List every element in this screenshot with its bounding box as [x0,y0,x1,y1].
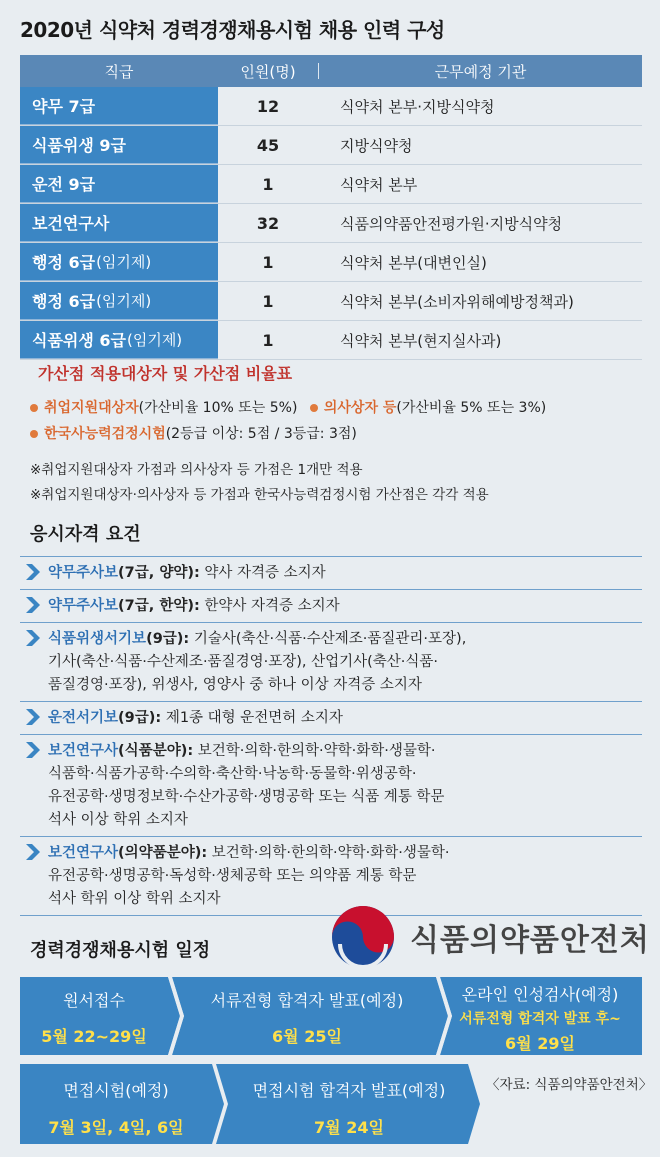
cell-count: 1 [262,330,274,350]
step-4-label: 면접시험(예정) [63,1081,169,1100]
qual-line: 보건학·의학·한의학·약학·화학·생물학· [197,743,436,759]
table-row [20,282,642,321]
qual-line: 한약사 자격증 소지자 [204,598,340,614]
step-3-sub: 서류전형 합격자 발표 후~ [459,1011,621,1027]
schedule-title: 경력경쟁채용시험 일정 [30,940,211,961]
table-row [20,204,642,243]
cell-grade [20,243,218,281]
qual-list [20,556,642,916]
cell-org: 식약처 본부 [340,175,418,194]
bullet-dot-icon [310,404,318,412]
qual-label: 운전서기보 [48,710,119,726]
table-header [20,55,642,87]
step-2-label: 서류전형 합격자 발표(예정) [210,991,404,1010]
qual-paren: (7급, 한약): [118,598,200,614]
qual-line: 식품학·식품가공학·수의학·축산학·낙농학·동물학·위생공학· [48,766,417,782]
grade-text: 약무 7급 [32,97,96,116]
bullet-dot-icon [30,404,38,412]
header-count: 인원(명) [240,62,296,81]
qual-line: 품질경영·포장), 위생사, 영양사 중 하나 이상 자격증 소지자 [48,677,422,693]
qual-label: 약무주사보 [48,565,119,581]
qual-paren: (7급, 양약): [118,565,200,581]
step-4 [20,1078,212,1138]
bonus-item2-text: (가산비율 5% 또는 3%) [396,400,547,416]
qual-label: 식품위생서기보 [48,631,147,647]
cell-grade [20,165,218,203]
cell-grade [20,87,218,125]
cell-grade [20,282,218,320]
chevron-right-icon [26,742,40,758]
step-4-date: 7월 3일, 4일, 6일 [48,1118,184,1137]
chevron-right-icon [26,709,40,725]
qual-label: 보건연구사 [48,743,119,759]
chevron-right-icon [26,844,40,860]
bonus-note-2: ※취업지원대상자·의사상자 등 가점과 한국사능력검정시험 가산점은 각각 적용 [30,487,489,503]
bonus-item3-text: (2등급 이상: 5점 / 3등급: 3점) [165,426,357,442]
table-row [20,165,642,204]
table-row [20,87,642,126]
grade-text: 식품위생 9급 [32,136,126,155]
table-row [20,126,642,165]
grade-text: 운전 9급 [32,175,96,194]
qual-line: 기술사(축산·식품·수산제조·품질관리·포장), [193,631,467,647]
table-row [20,243,642,282]
cell-grade [20,204,218,242]
qual-paren: (식품분야): [118,743,194,759]
qual-line: 유전공학·생명정보학·수산가공학·생명공학 또는 식품 계통 학문 [48,789,445,805]
bonus-item2-label: 의사상자 등 [323,400,397,416]
cell-count: 45 [256,135,280,155]
qual-label: 보건연구사 [48,845,119,861]
grade-text: 식품위생 6급 [32,331,126,350]
cell-org: 지방식약청 [340,136,413,155]
qual-line: 약사 자격증 소지자 [204,565,326,581]
step-3-label: 온라인 인성검사(예정) [461,985,619,1004]
step-3 [442,982,638,1054]
qual-row [20,590,642,623]
logo-text: 식품의약품안전처 [410,923,650,958]
cell-org: 식약처 본부·지방식약청 [340,97,495,116]
source-credit: 〈자료: 식품의약품안전처〉 [486,1077,653,1093]
cell-org: 식품의약품안전평가원·지방식약청 [340,214,563,233]
step-5 [226,1078,472,1138]
cell-count: 32 [256,213,280,233]
bonus-title: 가산점 적용대상자 및 가산점 비율표 [38,364,293,383]
bonus-line-2 [30,423,357,443]
step-2-date: 6월 25일 [272,1027,342,1046]
cell-count: 1 [262,291,274,311]
cell-grade [20,126,218,164]
qual-title: 응시자격 요건 [30,524,141,545]
header-grade: 직급 [104,62,134,81]
step-2 [178,988,436,1047]
grade-text: 행정 6급 [32,253,96,272]
step-5-date: 7월 24일 [314,1118,384,1137]
qual-paren: (9급): [146,631,190,647]
bullet-dot-icon [30,430,38,438]
cell-org: 식약처 본부(소비자위해예방정책과) [340,292,574,311]
qual-paren: (의약품분야): [118,845,208,861]
bonus-line-1 [30,397,546,417]
grade-sub-text: (임기제) [126,331,183,349]
step-3-date: 6월 29일 [505,1034,575,1053]
grade-sub-text: (임기제) [96,253,152,271]
qual-line: 석사 학위 이상 학위 소지자 [48,891,221,907]
step-1 [20,988,168,1047]
chevron-right-icon [26,597,40,613]
grade-text: 행정 6급 [32,292,96,311]
bonus-note-1: ※취업지원대상자 가점과 의사상자 등 가점은 1개만 적용 [30,462,363,478]
step-1-date: 5월 22~29일 [41,1027,147,1046]
bonus-item1-text: (가산비율 10% 또는 5%) [138,400,298,416]
grade-sub-text: (임기제) [96,292,152,310]
header-org: 근무예정 기관 [434,62,527,81]
step-5-label: 면접시험 합격자 발표(예정) [252,1081,446,1100]
cell-count: 12 [256,96,280,116]
cell-org: 식약처 본부(대변인실) [340,253,487,272]
bonus-item3-label: 한국사능력검정시험 [44,426,166,442]
qual-line: 유전공학·생명공학·독성학·생체공학 또는 의약품 계통 학문 [48,868,417,884]
grade-text: 보건연구사 [32,214,110,233]
step-1-label: 원서접수 [63,991,125,1010]
chevron-right-icon [26,564,40,580]
qual-row [20,557,642,590]
cell-count: 1 [262,174,274,194]
qual-line: 석사 이상 학위 소지자 [48,812,188,828]
qual-row [20,623,642,702]
cell-grade [20,321,218,359]
cell-count: 1 [262,252,274,272]
taegeuk-icon [330,904,396,970]
qual-line: 기사(축산·식품·수산제조·품질경영·포장), 산업기사(축산·식품· [48,654,439,670]
qual-label: 약무주사보 [48,598,119,614]
qual-row [20,702,642,735]
page-title: 2020년 식약처 경력경쟁채용시험 채용 인력 구성 [20,18,445,42]
chevron-right-icon [26,630,40,646]
qual-line: 제1종 대형 운전면허 소지자 [165,710,343,726]
bonus-item1-label: 취업지원대상자 [44,400,139,416]
qual-row [20,735,642,837]
qual-paren: (9급): [118,710,162,726]
cell-org: 식약처 본부(현지실사과) [340,331,502,350]
qual-line: 보건학·의학·한의학·약학·화학·생물학· [211,845,450,861]
table-row [20,321,642,360]
staffing-table [20,55,642,360]
